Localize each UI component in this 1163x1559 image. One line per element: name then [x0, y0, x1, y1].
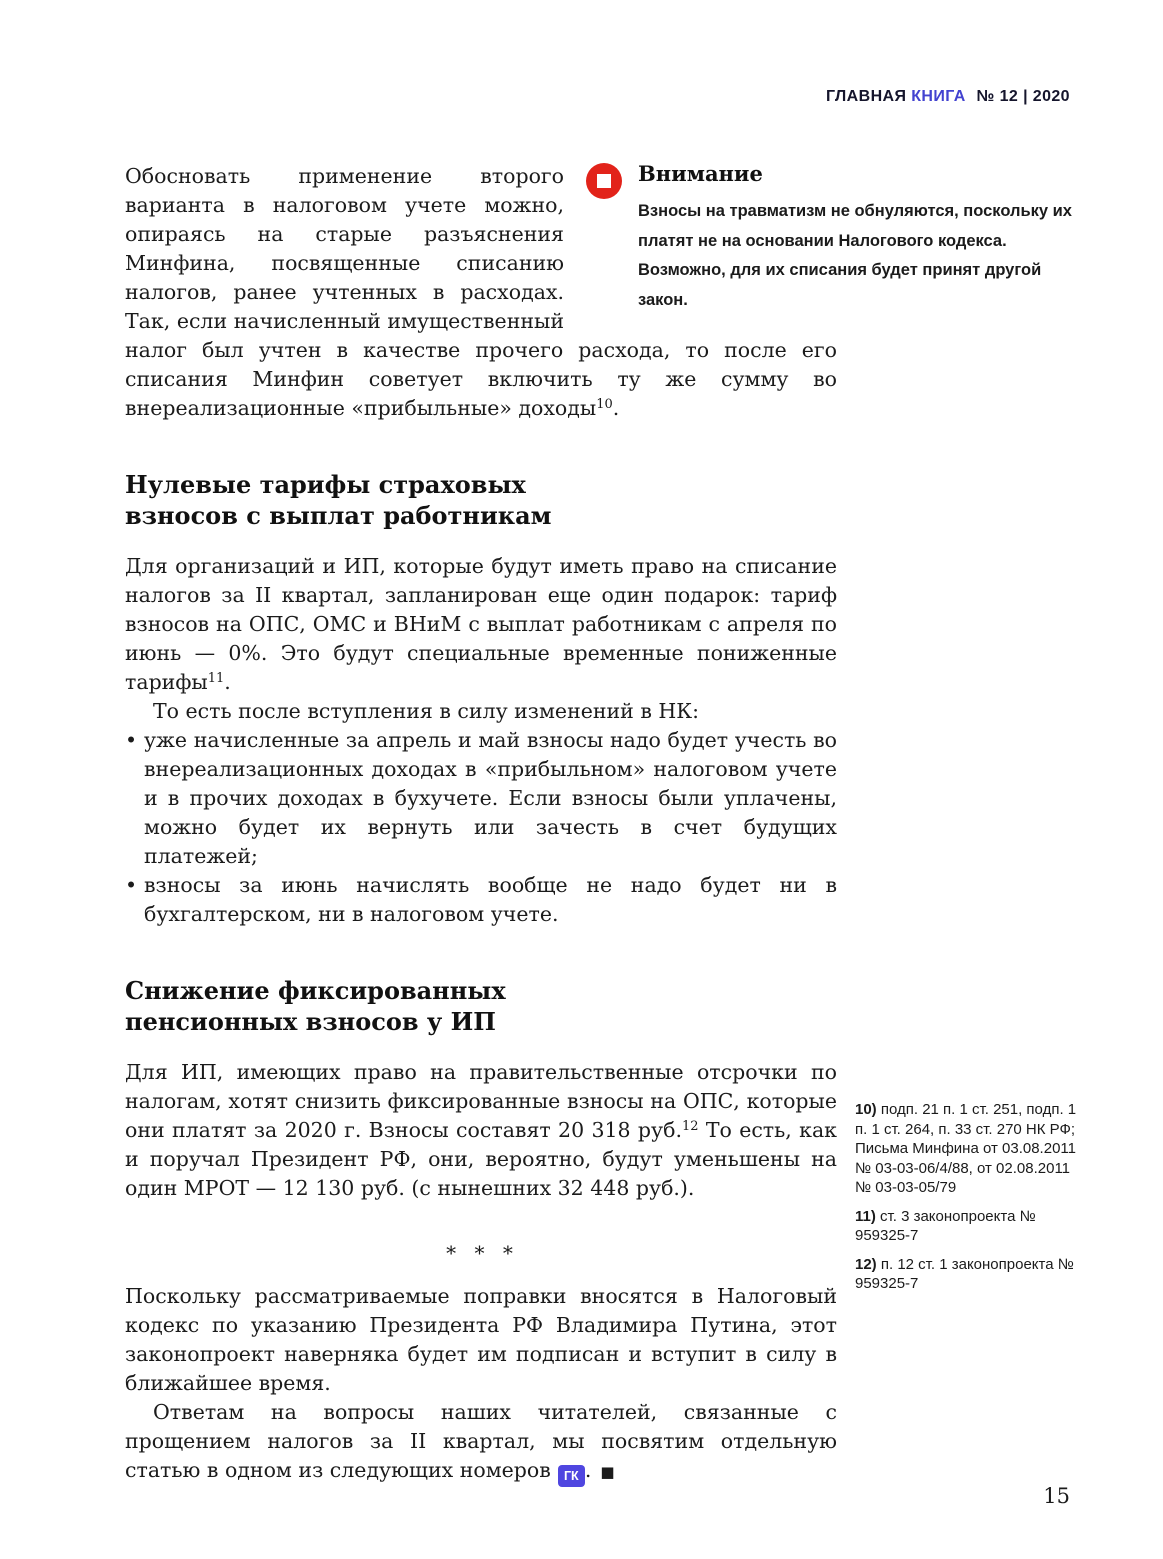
list-item-text: уже начисленные за апрель и май взносы надо будет учесть во внереализационных доходах в «прибыльном» налоговом учете и в прочих доходах в бухучете. Если взносы были уплачены, можно будет их вернуть или зачесть в счет будущих платежей; [144, 728, 837, 868]
list-item-text: взносы за июнь начислять вообще не надо будет ни в бухгалтерском, ни в налоговом учете. [144, 873, 837, 926]
section-heading-fixed-contributions: Снижение фиксированных пенсионных взносов у ИП [125, 976, 506, 1036]
asterisk-separator: * * * [446, 1241, 516, 1265]
footnote-text: п. 12 ст. 1 законопроекта № 959325-7 [855, 1255, 1074, 1292]
footnote-11 [855, 1207, 1077, 1246]
closing-paragraph-2 [125, 1398, 837, 1487]
bullet-icon: • [125, 728, 138, 752]
attention-callout [586, 160, 1074, 313]
footnote-number: 11) [855, 1207, 876, 1225]
footnote-ref-10: 10 [596, 397, 613, 412]
attention-icon [586, 163, 622, 199]
bullet-icon: • [125, 873, 138, 897]
intro-text: Обосновать применение второго варианта в налоговом учете можно, опираясь на старые разъяснения Минфина, посвященные списанию налогов, ранее учтенных в расходах. Так, если начисленный имущественный налог был учтен в качестве прочего расхода, то после его списания Минфин советует включить ту же сумму во внереализационные «прибыльные» доходы [125, 164, 837, 420]
callout-title: Внимание [638, 161, 763, 186]
section2-paragraph-1 [125, 1058, 837, 1203]
section2-text: Для ИП, имеющих право на правительственные отсрочки по налогам, хотят снизить фиксированные взносы на ОПС, которые они платят за 2020 г. Взносы составят 20 318 руб. [125, 1060, 837, 1142]
page-header [125, 88, 1070, 106]
section1-paragraph-1 [125, 552, 837, 697]
footnote-10 [855, 1100, 1077, 1198]
consequences-list [125, 726, 837, 929]
section2-text-end: То есть, как и поручал Президент РФ, они, вероятно, будут уменьшены на один МРОТ — 12 130 руб. (с нынешних 32 448 руб.). [125, 1118, 837, 1200]
footnote-ref-12: 12 [681, 1119, 699, 1134]
footnote-number: 10) [855, 1101, 877, 1118]
closing-text-end: . [584, 1458, 592, 1482]
section1-text-end: . [224, 670, 231, 694]
issue-number: № 12 | 2020 [976, 88, 1070, 105]
intro-text-end: . [612, 396, 620, 420]
gk-logo-label: ГК [563, 1469, 579, 1483]
footnote-number: 12) [855, 1255, 877, 1273]
footnote-12 [855, 1255, 1077, 1294]
list-item [125, 871, 837, 929]
closing-text: Ответам на вопросы наших читателей, связанные с прощением налогов за II квартал, мы посвятим отдельную статью в одном из следующих номеров [125, 1400, 837, 1482]
section1-text: Для организаций и ИП, которые будут иметь право на списание налогов за II квартал, запланирован еще один подарок: тариф взносов на ОПС, ОМС и ВНиМ с выплат работникам с апреля по июнь — 0%. Это будут специальные временные пониженные тарифы [125, 554, 837, 694]
brand-name-second: КНИГА [911, 88, 966, 105]
brand-name-first: ГЛАВНАЯ [825, 88, 907, 105]
list-item [125, 726, 837, 871]
closing-paragraph-1: Поскольку рассматриваемые поправки вносятся в Налоговый кодекс по указанию Президента РФ Владимира Путина, этот законопроект наверняка будет им подписан и вступит в силу в ближайшее время. [125, 1284, 837, 1395]
section-heading-zero-tariffs: Нулевые тарифы страховых взносов с выплат работникам [125, 470, 552, 530]
footnote-text: ст. 3 законопроекта № 959325-7 [855, 1207, 1036, 1244]
footnote-text: подп. 21 п. 1 ст. 251, подп. 1 п. 1 ст. 264, п. 33 ст. 270 НК РФ; Письма Минфина от 03.08.2011 № 03-03-06/4/88, от 02.08.2011 № 03-03-05/79 [855, 1101, 1077, 1196]
section1-paragraph-2: То есть после вступления в силу изменений в НК: [153, 699, 700, 723]
footnotes-column [855, 1100, 1077, 1303]
footnote-ref-11: 11 [207, 671, 225, 686]
page-number: 15 [1043, 1484, 1070, 1508]
article-end-mark-icon: ■ [600, 1463, 615, 1481]
callout-text: Взносы на травматизм не обнуляются, поскольку их платят не на основании Налогового кодекса. Возможно, для их списания будет принят другой закон. [638, 202, 1072, 309]
